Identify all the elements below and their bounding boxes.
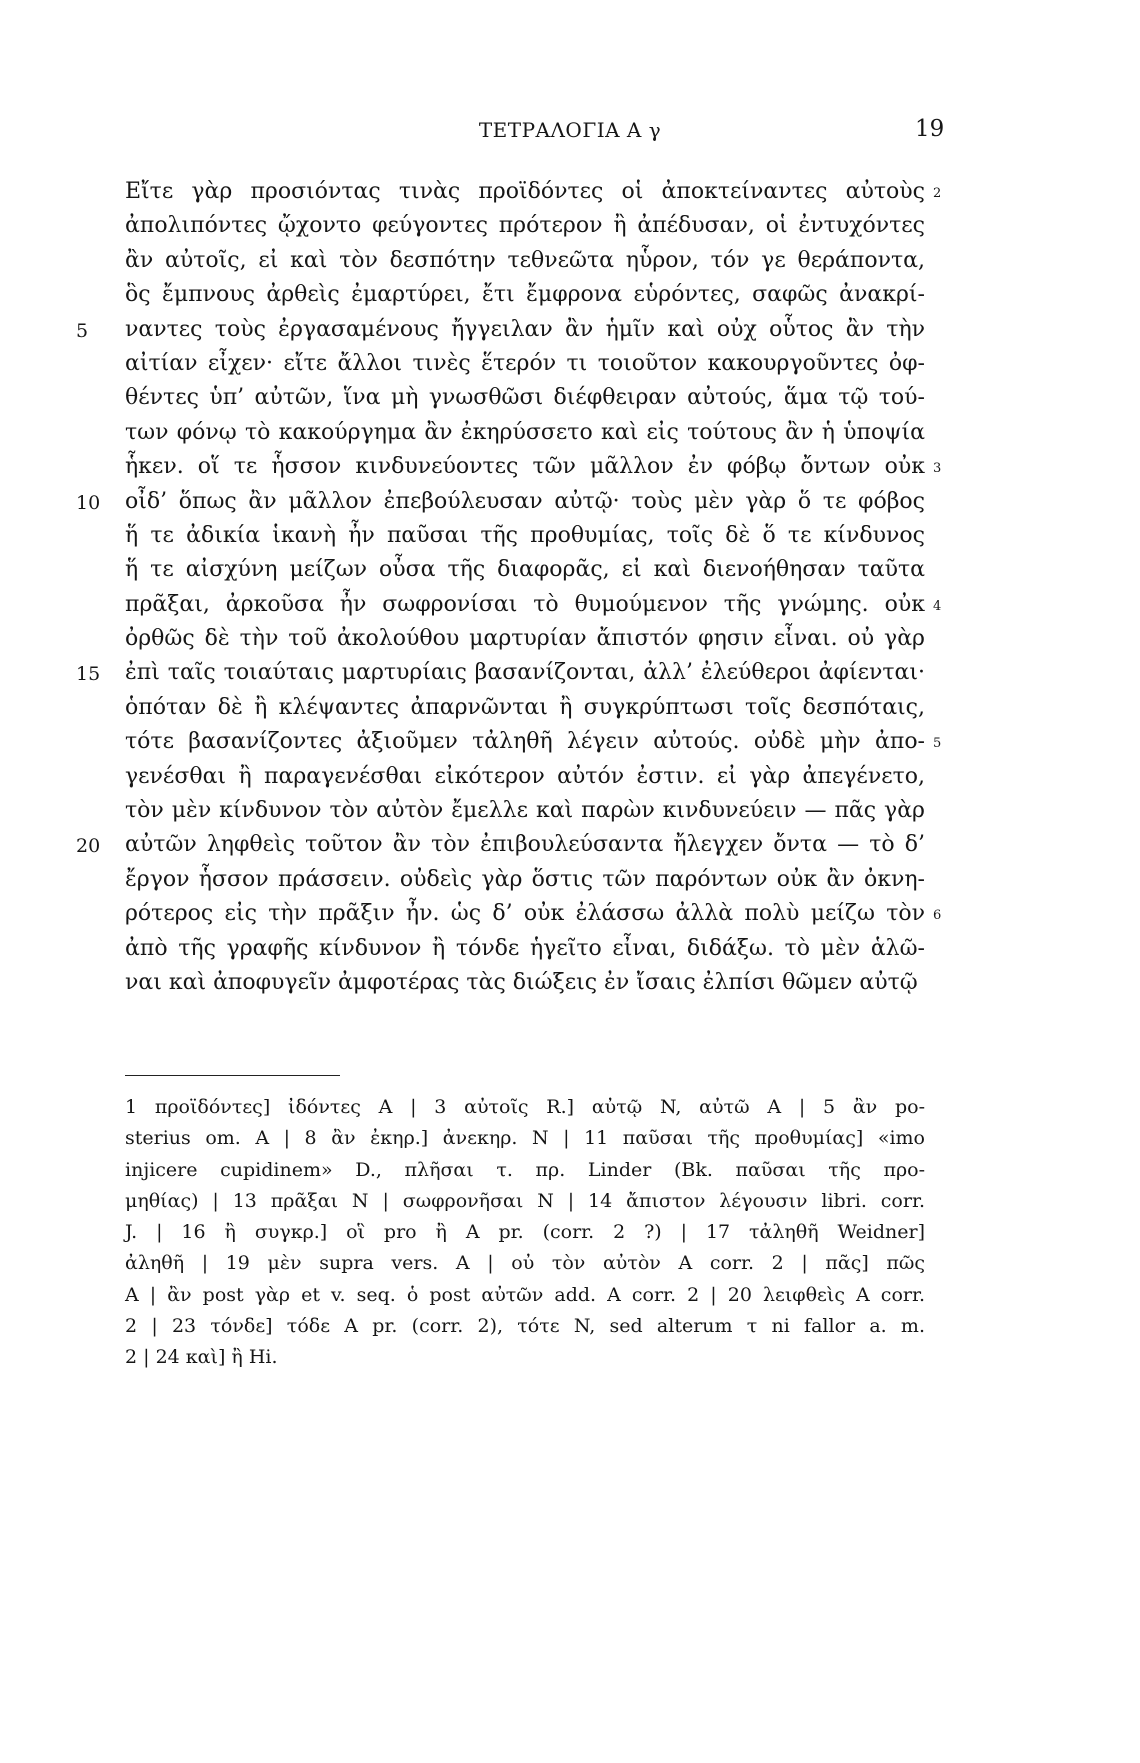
line-number: 15 xyxy=(76,663,101,686)
line-text: ναντες τοὺς ἐργασαμένους ἤγγειλαν ἂν ἡμῖν καὶ οὐχ οὗτος ἂν τὴν xyxy=(125,316,925,342)
text-line xyxy=(76,313,925,347)
footnote-line: 2 | 23 τόνδε] τόδε A pr. (corr. 2), τότε N, sed alterum τ ni fallor a. m. xyxy=(125,1315,925,1338)
line-text: τὸν μὲν κίνδυνον τὸν αὐτὸν ἔμελλε καὶ παρὼν κινδυνεύειν — πᾶς γὰρ xyxy=(125,798,925,824)
footnote-rule xyxy=(125,1075,340,1076)
line-text: Εἴτε γὰρ προσιόντας τινὰς προϊδόντες οἱ ἀποκτείναντες αὐτοὺς xyxy=(125,179,925,204)
text-line xyxy=(125,794,925,828)
footnote-line: 1 προϊδόντες] ἰδόντες A | 3 αὐτοῖς R.] αὐτῷ N, αὐτῶ A | 5 ἂν po- xyxy=(125,1096,925,1118)
text-line xyxy=(125,381,925,415)
line-text: ἂν αὐτοῖς, εἰ καὶ τὸν δεσπότην τεθνεῶτα ηὗρον, τόν γε θεράποντα, xyxy=(125,247,925,273)
text-line xyxy=(125,347,925,381)
text-line xyxy=(125,760,925,794)
footnote-line: ἀληθῆ | 19 μὲν supra vers. A | οὐ τὸν αὐτὸν A corr. 2 | πᾶς] πῶς xyxy=(125,1252,925,1275)
text-line xyxy=(125,450,942,484)
section-number: 3 xyxy=(933,461,942,477)
text-line xyxy=(125,553,925,587)
line-number: 5 xyxy=(76,319,89,342)
line-text: ὀρθῶς δὲ τὴν τοῦ ἀκολούθου μαρτυρίαν ἄπιστόν φησιν εἶναι. οὐ γὰρ xyxy=(125,626,925,652)
footnote-line: μηθίας) | 13 πρᾶξαι N | σωφρονῆσαι N | 14 ἄπιστον λέγουσιν libri. corr. xyxy=(125,1189,925,1212)
footnote-line: 2 | 24 καὶ] ἢ Hi. xyxy=(125,1346,278,1369)
text-line xyxy=(125,966,925,1000)
line-text: θέντες ὑπ’ αὐτῶν, ἵνα μὴ γνωσθῶσι διέφθειραν αὐτούς, ἅμα τῷ τού- xyxy=(125,385,925,411)
line-text: ναι καὶ ἀποφυγεῖν ἀμφοτέρας τὰς διώξεις ἐν ἴσαις ἐλπίσι θῶμεν αὐτῷ xyxy=(125,969,918,995)
text-line xyxy=(76,485,925,519)
text-line xyxy=(125,863,925,897)
line-text: ἥ τε αἰσχύνη μείζων οὖσα τῆς διαφορᾶς, εἰ καὶ διενοήθησαν ταῦτα xyxy=(125,557,925,583)
line-text: οἶδ’ ὅπως ἂν μᾶλλον ἐπεβούλευσαν αὐτῷ· τοὺς μὲν γὰρ ὅ τε φόβος xyxy=(125,488,925,514)
line-text: ἀπολιπόντες ᾤχοντο φεύγοντες πρότερον ἢ ἀπέδυσαν, οἱ ἐντυχόντες xyxy=(125,213,925,239)
footnote-line: A | ἂν post γὰρ et v. seq. ὁ post αὐτῶν add. A corr. 2 | 20 λειφθεὶς A corr. xyxy=(125,1283,925,1306)
line-text: ἔργον ἧσσον πράσσειν. οὐδεὶς γὰρ ὅστις τῶν παρόντων οὐκ ἂν ὀκνη- xyxy=(125,866,925,892)
text-line xyxy=(125,175,942,209)
text-line xyxy=(125,897,942,931)
text-line xyxy=(125,588,942,622)
text-line xyxy=(125,416,925,450)
line-text: αὐτῶν ληφθεὶς τοῦτον ἂν τὸν ἐπιβουλεύσαντα ἤλεγχεν ὄντα — τὸ δ’ xyxy=(125,832,925,858)
line-text: τότε βασανίζοντες ἀξιοῦμεν τἀληθῆ λέγειν αὐτούς. οὐδὲ μὴν ἀπο- xyxy=(125,729,925,755)
text-line xyxy=(125,244,925,278)
line-text: ἀπὸ τῆς γραφῆς κίνδυνον ἢ τόνδε ἡγεῖτο εἶναι, διδάξω. τὸ μὲν ἁλῶ- xyxy=(125,935,925,961)
section-number: 4 xyxy=(933,598,942,614)
section-number: 5 xyxy=(933,736,942,752)
line-number: 10 xyxy=(76,491,101,514)
line-text: γενέσθαι ἢ παραγενέσθαι εἰκότερον αὐτόν ἐστιν. εἰ γὰρ ἀπεγένετο, xyxy=(125,763,925,789)
main-text xyxy=(76,175,942,1000)
footnote-line: injicere cupidinem» D., πλῆσαι τ. πρ. Linder (Bk. παῦσαι τῆς προ- xyxy=(125,1158,925,1181)
text-line xyxy=(76,656,925,690)
running-header: ΤΕΤΡΑΛΟΓΙΑ Α γ xyxy=(478,118,662,142)
line-number: 20 xyxy=(76,835,101,858)
text-line xyxy=(125,278,925,312)
footnote-line: J. | 16 ἢ συγκρ.] οἳ pro ἢ A pr. (corr. 2 ?) | 17 τἀληθῆ Weidner] xyxy=(125,1221,925,1244)
line-text: ἧκεν. οἵ τε ἧσσον κινδυνεύοντες τῶν μᾶλλον ἐν φόβῳ ὄντων οὐκ xyxy=(125,454,925,480)
text-line xyxy=(125,209,925,243)
section-number: 6 xyxy=(933,908,942,924)
line-text: ρότερος εἰς τὴν πρᾶξιν ἦν. ὡς δ’ οὐκ ἐλάσσω ἀλλὰ πολὺ μείζω τὸν xyxy=(125,901,925,927)
text-line xyxy=(125,691,925,725)
text-line xyxy=(76,828,925,862)
line-text: των φόνῳ τὸ κακούργημα ἂν ἐκηρύσσετο καὶ εἰς τούτους ἂν ἡ ὑποψία xyxy=(125,419,925,445)
line-text: ἐπὶ ταῖς τοιαύταις μαρτυρίαις βασανίζονται, ἀλλ’ ἐλεύθεροι ἀφίενται· xyxy=(125,660,925,686)
line-text: ὁπόταν δὲ ἢ κλέψαντες ἀπαρνῶνται ἢ συγκρύπτωσι τοῖς δεσπόταις, xyxy=(125,694,925,720)
text-line xyxy=(125,519,925,553)
text-line xyxy=(125,622,925,656)
section-number: 2 xyxy=(933,186,942,201)
line-text: ὃς ἔμπνους ἀρθεὶς ἐμαρτύρει, ἔτι ἔμφρονα εὑρόντες, σαφῶς ἀνακρί- xyxy=(125,282,925,308)
page-number: 19 xyxy=(915,116,945,142)
footnote-line: sterius om. A | 8 ἂν ἐκηρ.] ἀνεκηρ. N | 11 παῦσαι τῆς προθυμίας] «imo xyxy=(125,1127,925,1150)
line-text: αἰτίαν εἶχεν· εἴτε ἄλλοι τινὲς ἕτερόν τι τοιοῦτον κακουργοῦντες ὀφ- xyxy=(125,350,925,376)
apparatus-criticus xyxy=(125,1092,925,1374)
line-text: ἥ τε ἀδικία ἱκανὴ ἦν παῦσαι τῆς προθυμίας, τοῖς δὲ ὅ τε κίνδυνος xyxy=(125,522,925,548)
line-text: πρᾶξαι, ἀρκοῦσα ἦν σωφρονίσαι τὸ θυμούμενον τῆς γνώμης. οὐκ xyxy=(125,591,925,617)
text-line xyxy=(125,725,942,759)
text-line xyxy=(125,932,925,966)
